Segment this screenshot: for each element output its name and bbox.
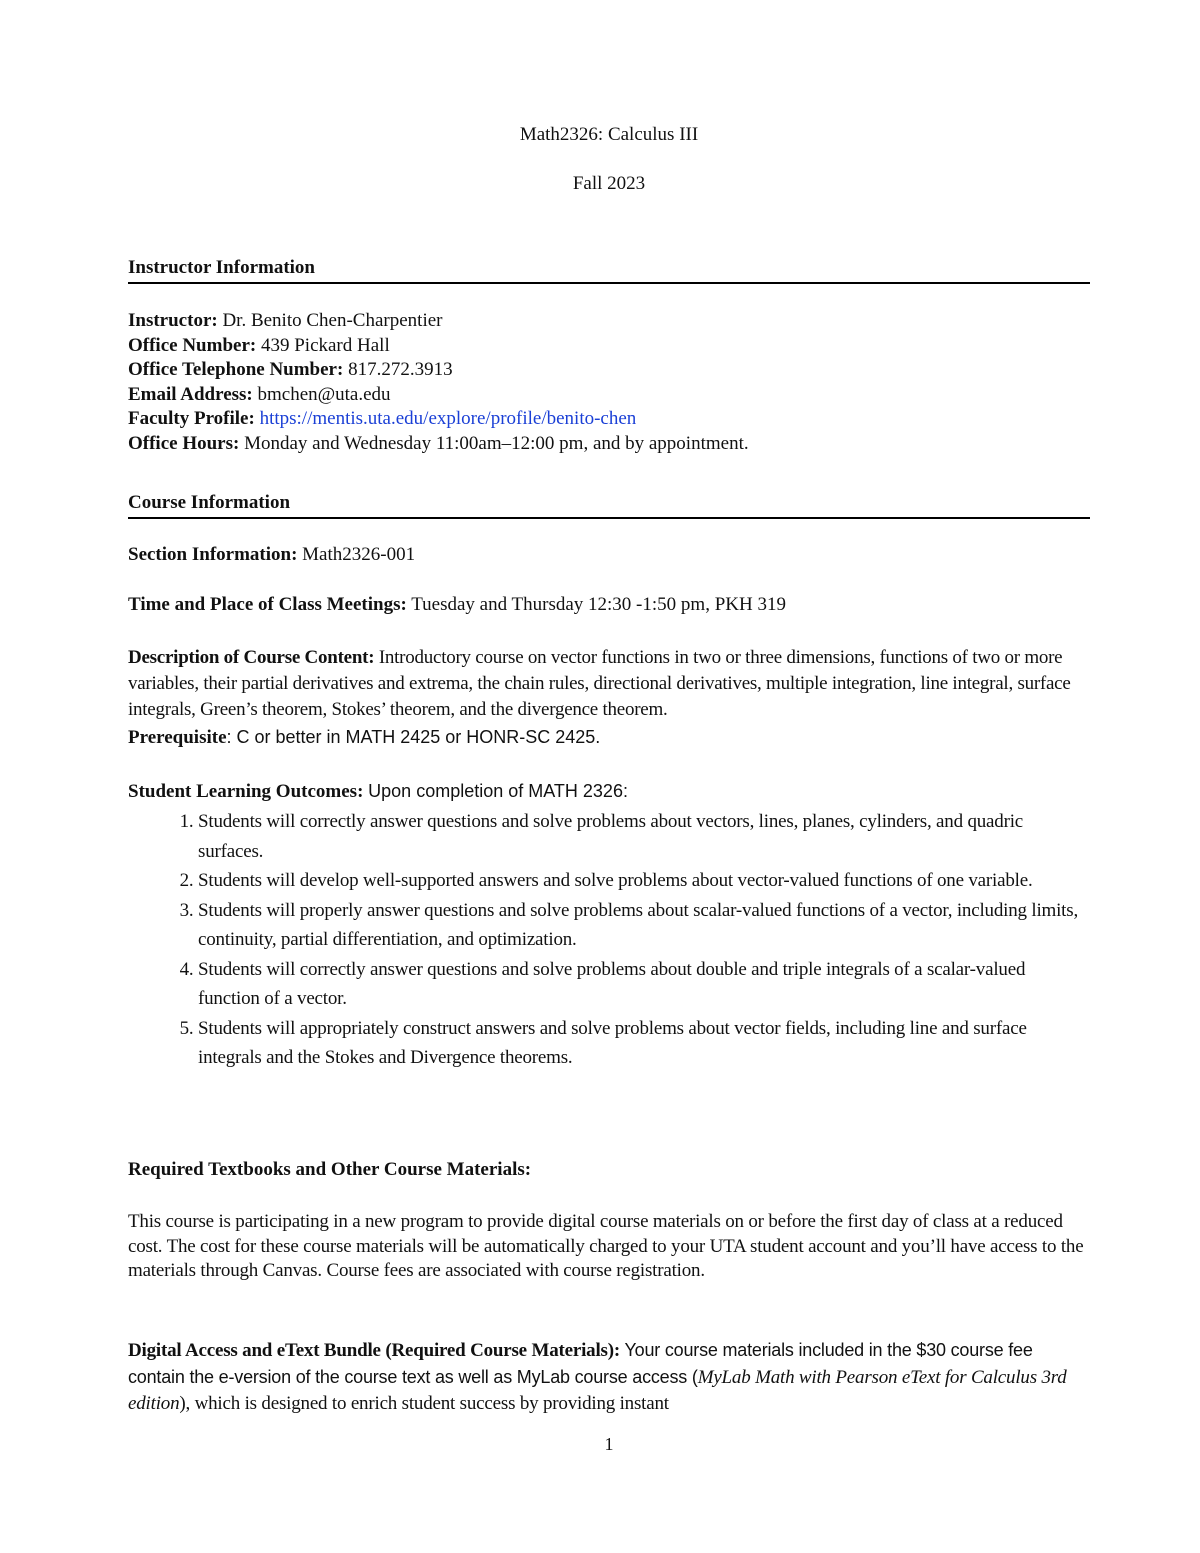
list-item: 4. Students will correctly answer questions and solve problems about double and triple integrals of a scalar-valued function of a vector. [198,955,1090,1014]
office-phone-row [128,358,1090,383]
office-number-row [128,334,1090,359]
instructor-value: Dr. Benito Chen-Charpentier [222,310,443,331]
office-phone-value: 817.272.3913 [348,359,453,380]
list-item: 1. Students will correctly answer questions and solve problems about vectors, lines, planes, cylinders, and quadric surfaces. [198,807,1090,866]
email-label: Email Address: [128,383,253,405]
instructor-row [128,309,1090,334]
office-phone-label: Office Telephone Number: [128,359,344,380]
required-materials-heading: Required Textbooks and Other Course Materials: [128,1159,532,1180]
office-number-label: Office Number: [128,334,257,356]
email-row [128,383,1090,408]
instructor-details [128,309,1090,456]
list-item: 3. Students will properly answer questions and solve problems about scalar-valued functions of a vector, including limits, continuity, partial differentiation, and optimization. [198,896,1090,955]
office-hours-value: Monday and Wednesday 11:00am–12:00 pm, and by appointment. [244,432,749,454]
class-meetings [128,593,1090,618]
section-information [128,543,1090,568]
course-description-value: Introductory course on vector functions in two or three dimensions, functions of two or more variables, their partial derivatives and extrema, the chain rules, directional derivatives, multiple integration, line integral, surface integrals, Green’s theorem, Stokes’ theorem, and the divergence theorem. [128,647,1071,720]
learning-outcomes-list [128,807,1090,1073]
materials-intro: This course is participating in a new program to provide digital course materials on or before the first day of class at a reduced cost. The cost for these course materials will be automatically charged to your UTA student account and you’ll have access to the materials through Canvas. Course fees are associated with course registration. [128,1211,1084,1281]
email-value: bmchen@uta.edu [257,383,391,405]
course-description [128,645,1090,723]
digital-access-italic: MyLab Math with Pearson eText for Calculus 3rd edition [128,1367,1067,1414]
faculty-profile-label: Faculty Profile: [128,408,255,429]
digital-access-label: Digital Access and eText Bundle (Required Course Materials): [128,1340,621,1361]
class-meetings-value: Tuesday and Thursday 12:30 -1:50 pm, PKH 319 [411,594,786,615]
course-title: Math2326: Calculus III [519,124,699,145]
digital-access-paragraph [128,1337,1090,1417]
office-number-value: 439 Pickard Hall [260,334,390,356]
section-information-value: Math2326-001 [302,544,416,565]
instructor-label: Instructor: [128,310,218,331]
instructor-information-heading: Instructor Information [128,257,1090,284]
faculty-profile-link[interactable]: https://mentis.uta.edu/explore/profile/benito-chen [259,408,637,429]
office-hours-label: Office Hours: [128,432,240,454]
faculty-profile-row [128,407,1090,432]
digital-access-text-end: ), which is designed to enrich student success by providing instant [179,1393,669,1414]
learning-outcomes-label: Student Learning Outcomes: [128,781,364,802]
course-description-label: Description of Course Content: [128,647,375,668]
class-meetings-label: Time and Place of Class Meetings: [128,594,407,615]
list-item: 2. Students will develop well-supported answers and solve problems about vector-valued functions of one variable. [198,866,1090,896]
course-information-heading: Course Information [128,492,1090,519]
prerequisite-label: Prerequisite [128,727,227,748]
prerequisite-value: : C or better in MATH 2425 or HONR-SC 2425. [226,727,601,747]
learning-outcomes-intro [128,779,1090,805]
course-term: Fall 2023 [572,173,646,194]
page-number: 1 [604,1434,614,1454]
list-item: 5. Students will appropriately construct answers and solve problems about vector fields, including line and surface integrals and the Stokes and Divergence theorems. [198,1014,1090,1073]
prerequisite [128,725,1090,751]
office-hours-row [128,432,1090,457]
learning-outcomes-value: Upon completion of MATH 2326: [368,781,628,801]
section-information-label: Section Information: [128,544,298,565]
digital-access-text: Your course materials included in the $30 course fee contain the e-version of the course text as well as MyLab course access ( [128,1340,1033,1387]
